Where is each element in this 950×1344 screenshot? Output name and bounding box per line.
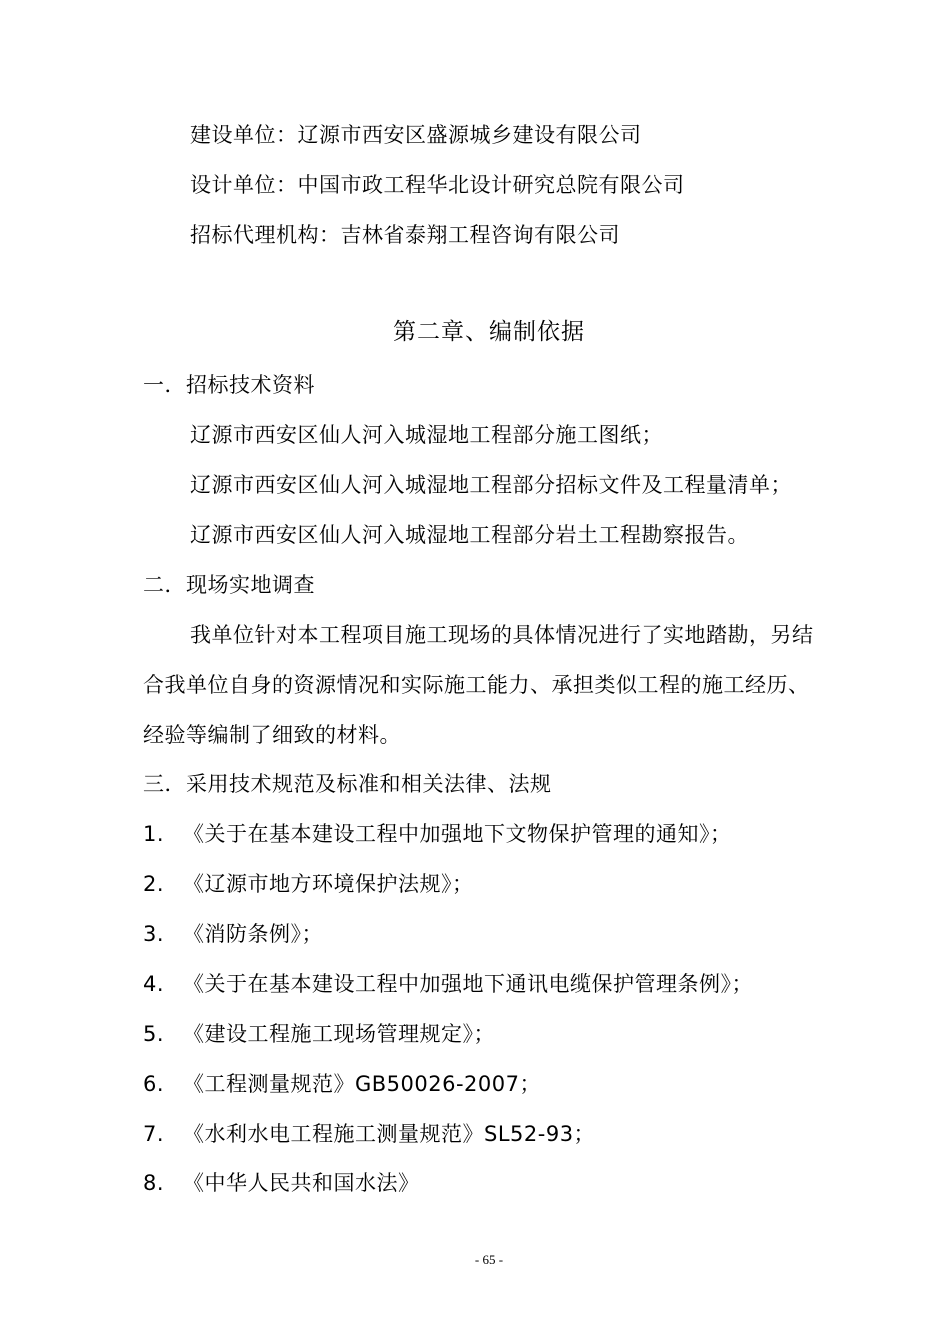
list-item bbox=[143, 1120, 595, 1148]
section-heading-3: 三．采用技术规范及标准和相关法律、法规 bbox=[143, 772, 552, 796]
list-number: 7. bbox=[143, 1122, 165, 1146]
construction-unit: 建设单位：辽源市西安区盛源城乡建设有限公司 bbox=[190, 123, 642, 147]
list-text: 《关于在基本建设工程中加强地下文物保护管理的通知》； bbox=[183, 822, 732, 846]
list-number: 2. bbox=[143, 872, 165, 896]
list-number: 8. bbox=[143, 1171, 165, 1195]
list-number: 1. bbox=[143, 822, 165, 846]
paragraph-line: 我单位针对本工程项目施工现场的具体情况进行了实地踏勘，另结 bbox=[190, 623, 814, 647]
list-number: 5. bbox=[143, 1022, 165, 1046]
list-number: 6. bbox=[143, 1072, 165, 1096]
tender-agent: 招标代理机构：吉林省泰翔工程咨询有限公司 bbox=[190, 223, 620, 247]
list-item bbox=[143, 870, 474, 898]
list-text: 《辽源市地方环境保护法规》； bbox=[183, 872, 474, 896]
section-heading-2: 二．现场实地调查 bbox=[143, 573, 315, 597]
list-text: 《中华人民共和国水法》 bbox=[183, 1171, 420, 1195]
list-item bbox=[143, 920, 323, 948]
list-item: 辽源市西安区仙人河入城湿地工程部分岩土工程勘察报告。 bbox=[190, 523, 749, 547]
paragraph-line: 经验等编制了细致的材料。 bbox=[143, 723, 401, 747]
list-text: 《水利水电工程施工测量规范》SL52-93； bbox=[183, 1122, 596, 1146]
list-item: 辽源市西安区仙人河入城湿地工程部分施工图纸； bbox=[190, 423, 663, 447]
list-number: 3. bbox=[143, 922, 165, 946]
paragraph-line: 合我单位自身的资源情况和实际施工能力、承担类似工程的施工经历、 bbox=[143, 673, 810, 697]
list-item bbox=[143, 1020, 495, 1048]
list-text: 《建设工程施工现场管理规定》； bbox=[183, 1022, 495, 1046]
page-number: - 65 - bbox=[474, 1252, 504, 1267]
list-item bbox=[143, 1070, 541, 1098]
chapter-title: 第二章、编制依据 bbox=[393, 319, 585, 345]
list-item: 辽源市西安区仙人河入城湿地工程部分招标文件及工程量清单； bbox=[190, 473, 792, 497]
list-text: 《关于在基本建设工程中加强地下通讯电缆保护管理条例》； bbox=[183, 972, 753, 996]
list-number: 4. bbox=[143, 972, 165, 996]
list-item bbox=[143, 970, 753, 998]
list-text: 《工程测量规范》GB50026-2007； bbox=[183, 1072, 542, 1096]
list-item bbox=[143, 1169, 420, 1197]
section-heading-1: 一．招标技术资料 bbox=[143, 373, 315, 397]
list-item bbox=[143, 820, 732, 848]
list-text: 《消防条例》； bbox=[183, 922, 323, 946]
design-unit: 设计单位：中国市政工程华北设计研究总院有限公司 bbox=[190, 173, 685, 197]
